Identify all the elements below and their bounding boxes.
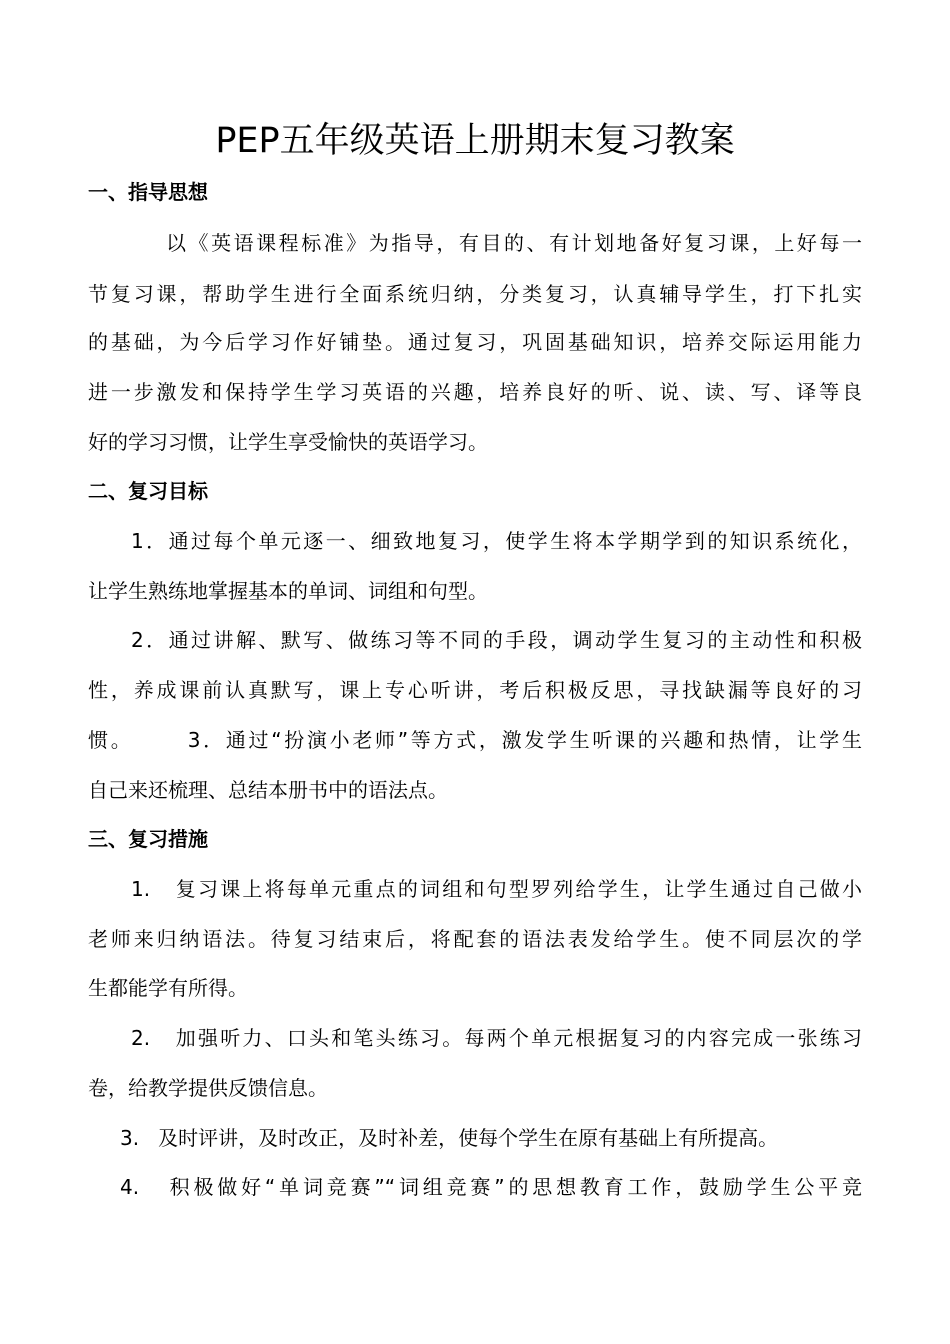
- paragraph-line: 生都能学有所得。: [88, 976, 248, 1000]
- paragraph-line: 1．通过每个单元逐一、细致地复习，使学生将本学期学到的知识系统化，: [131, 529, 862, 553]
- paragraph-line: 以《英语课程标准》为指导，有目的、有计划地备好复习课，上好每一: [166, 231, 862, 255]
- paragraph-line: 让学生熟练地掌握基本的单词、词组和句型。: [88, 579, 488, 603]
- paragraph-line: 1. 复习课上将每单元重点的词组和句型罗列给学生，让学生通过自己做小: [131, 877, 862, 901]
- paragraph-line: 好的学习习惯，让学生享受愉快的英语学习。: [88, 430, 488, 454]
- page-title: PEP五年级英语上册期末复习教案: [215, 121, 735, 161]
- paragraph-line: 进一步激发和保持学生学习英语的兴趣，培养良好的听、说、读、写、译等良: [88, 380, 862, 404]
- paragraph-line: 2．通过讲解、默写、做练习等不同的手段，调动学生复习的主动性和积极: [131, 628, 862, 652]
- section-heading-review-measures: 三、复习措施: [88, 827, 208, 851]
- paragraph-line: 惯。 3．通过“扮演小老师”等方式，激发学生听课的兴趣和热情，让学生: [88, 728, 862, 752]
- paragraph-line: 自己来还梳理、总结本册书中的语法点。: [88, 778, 448, 802]
- paragraph-line: 卷，给教学提供反馈信息。: [88, 1076, 328, 1100]
- paragraph-line: 的基础，为今后学习作好铺垫。通过复习，巩固基础知识，培养交际运用能力: [88, 330, 862, 354]
- paragraph-line: 老师来归纳语法。待复习结束后，将配套的语法表发给学生。使不同层次的学: [88, 927, 862, 951]
- paragraph-line: 性，养成课前认真默写，课上专心听讲，考后积极反思，寻找缺漏等良好的习: [88, 678, 862, 702]
- paragraph-line: 4. 积极做好“单词竞赛”“词组竞赛”的思想教育工作，鼓励学生公平竞: [120, 1175, 862, 1199]
- section-heading-review-goals: 二、复习目标: [88, 479, 208, 503]
- paragraph-line: 节复习课，帮助学生进行全面系统归纳，分类复习，认真辅导学生，打下扎实: [88, 282, 862, 306]
- paragraph-line: 2. 加强听力、口头和笔头练习。每两个单元根据复习的内容完成一张练习: [131, 1026, 862, 1050]
- section-heading-guiding-ideology: 一、指导思想: [88, 180, 208, 204]
- paragraph-line: 3. 及时评讲，及时改正，及时补差，使每个学生在原有基础上有所提高。: [120, 1126, 779, 1150]
